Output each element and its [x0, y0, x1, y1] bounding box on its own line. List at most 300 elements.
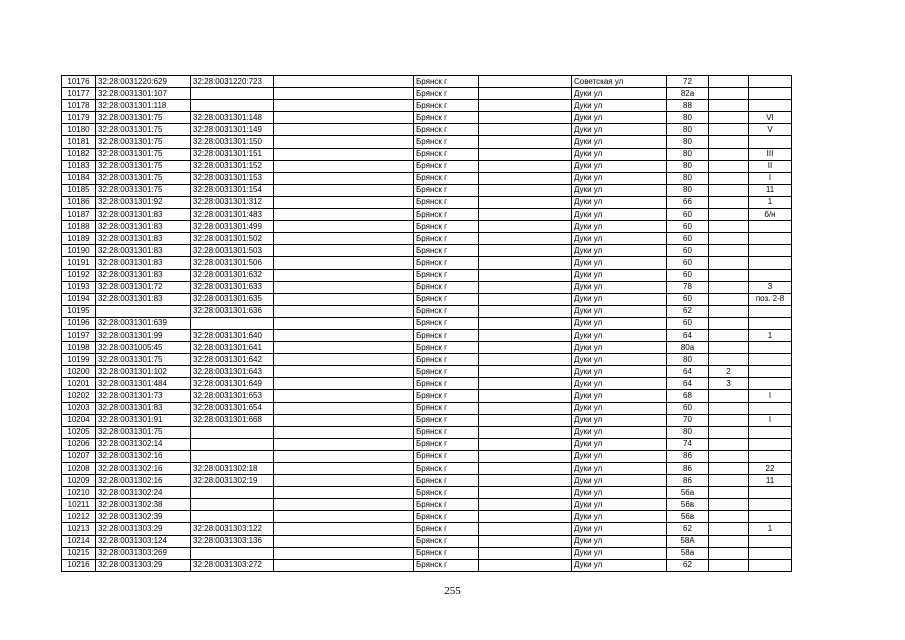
parcel-cadastral-cell: 32:28:0031301:639 — [96, 317, 191, 329]
city-cell: Брянск г — [414, 523, 479, 535]
house-number-cell: 80 — [667, 124, 709, 136]
city-cell: Брянск г — [414, 257, 479, 269]
table-row — [62, 184, 792, 196]
table-row — [62, 209, 792, 221]
object-cadastral-cell — [191, 317, 274, 329]
street-cell: Дуки ул — [572, 124, 667, 136]
blank-cell — [479, 136, 572, 148]
house-number-cell: 80 — [667, 136, 709, 148]
row-number-cell: 10198 — [62, 342, 96, 354]
object-cadastral-cell: 32:28:0031301:636 — [191, 305, 274, 317]
building-cell — [709, 547, 749, 559]
object-cadastral-cell: 32:28:0031301:152 — [191, 160, 274, 172]
row-number-cell: 10186 — [62, 196, 96, 208]
house-number-cell: 80 — [667, 184, 709, 196]
house-number-cell: 68 — [667, 390, 709, 402]
blank-cell — [479, 221, 572, 233]
object-cadastral-cell: 32:28:0031302:18 — [191, 463, 274, 475]
parcel-cadastral-cell: 32:28:0031301:118 — [96, 100, 191, 112]
blank-cell — [274, 317, 414, 329]
city-cell: Брянск г — [414, 475, 479, 487]
apartment-cell — [749, 378, 792, 390]
building-cell — [709, 209, 749, 221]
blank-cell — [274, 329, 414, 341]
building-cell — [709, 124, 749, 136]
blank-cell — [479, 547, 572, 559]
building-cell — [709, 414, 749, 426]
row-number-cell: 10202 — [62, 390, 96, 402]
table-row — [62, 463, 792, 475]
row-number-cell: 10188 — [62, 221, 96, 233]
object-cadastral-cell: 32:28:0031303:272 — [191, 559, 274, 571]
row-number-cell: 10178 — [62, 100, 96, 112]
blank-cell — [274, 499, 414, 511]
house-number-cell: 80 — [667, 426, 709, 438]
apartment-cell — [749, 535, 792, 547]
row-number-cell: 10177 — [62, 88, 96, 100]
blank-cell — [479, 160, 572, 172]
city-cell: Брянск г — [414, 559, 479, 571]
building-cell — [709, 523, 749, 535]
table-row — [62, 499, 792, 511]
city-cell: Брянск г — [414, 535, 479, 547]
object-cadastral-cell — [191, 88, 274, 100]
row-number-cell: 10209 — [62, 475, 96, 487]
table-row — [62, 523, 792, 535]
parcel-cadastral-cell: 32:28:0031301:75 — [96, 112, 191, 124]
apartment-cell — [749, 317, 792, 329]
row-number-cell: 10208 — [62, 463, 96, 475]
city-cell: Брянск г — [414, 184, 479, 196]
row-number-cell: 10211 — [62, 499, 96, 511]
table-row — [62, 245, 792, 257]
house-number-cell: 80 — [667, 160, 709, 172]
house-number-cell: 56а — [667, 487, 709, 499]
blank-cell — [274, 269, 414, 281]
street-cell: Дуки ул — [572, 100, 667, 112]
house-number-cell: 80 — [667, 148, 709, 160]
street-cell: Дуки ул — [572, 148, 667, 160]
city-cell: Брянск г — [414, 293, 479, 305]
row-number-cell: 10184 — [62, 172, 96, 184]
blank-cell — [479, 184, 572, 196]
building-cell: 2 — [709, 366, 749, 378]
table-row — [62, 281, 792, 293]
city-cell: Брянск г — [414, 414, 479, 426]
apartment-cell: I — [749, 390, 792, 402]
object-cadastral-cell: 32:28:0031303:122 — [191, 523, 274, 535]
house-number-cell: 80а — [667, 342, 709, 354]
apartment-cell — [749, 511, 792, 523]
blank-cell — [479, 281, 572, 293]
blank-cell — [274, 487, 414, 499]
blank-cell — [479, 511, 572, 523]
object-cadastral-cell: 32:28:0031301:153 — [191, 172, 274, 184]
apartment-cell: II — [749, 160, 792, 172]
row-number-cell: 10214 — [62, 535, 96, 547]
parcel-cadastral-cell: 32:28:0031301:75 — [96, 136, 191, 148]
blank-cell — [479, 88, 572, 100]
house-number-cell: 86 — [667, 450, 709, 462]
row-number-cell: 10215 — [62, 547, 96, 559]
city-cell: Брянск г — [414, 305, 479, 317]
row-number-cell: 10189 — [62, 233, 96, 245]
house-number-cell: 80 — [667, 172, 709, 184]
parcel-cadastral-cell — [96, 305, 191, 317]
apartment-cell — [749, 559, 792, 571]
blank-cell — [479, 196, 572, 208]
apartment-cell: III — [749, 148, 792, 160]
table-row — [62, 136, 792, 148]
house-number-cell: 86 — [667, 475, 709, 487]
apartment-cell — [749, 487, 792, 499]
parcel-cadastral-cell: 32:28:0031301:83 — [96, 293, 191, 305]
blank-cell — [479, 342, 572, 354]
street-cell: Дуки ул — [572, 354, 667, 366]
house-number-cell: 62 — [667, 305, 709, 317]
building-cell — [709, 499, 749, 511]
object-cadastral-cell: 32:28:0031301:503 — [191, 245, 274, 257]
building-cell — [709, 317, 749, 329]
table-row — [62, 354, 792, 366]
row-number-cell: 10207 — [62, 450, 96, 462]
apartment-cell: 22 — [749, 463, 792, 475]
city-cell: Брянск г — [414, 88, 479, 100]
row-number-cell: 10204 — [62, 414, 96, 426]
row-number-cell: 10200 — [62, 366, 96, 378]
blank-cell — [274, 112, 414, 124]
blank-cell — [479, 402, 572, 414]
blank-cell — [479, 475, 572, 487]
building-cell — [709, 426, 749, 438]
apartment-cell — [749, 88, 792, 100]
table-row — [62, 426, 792, 438]
row-number-cell: 10206 — [62, 438, 96, 450]
blank-cell — [274, 184, 414, 196]
building-cell — [709, 76, 749, 88]
city-cell: Брянск г — [414, 148, 479, 160]
house-number-cell: 60 — [667, 245, 709, 257]
house-number-cell: 66 — [667, 196, 709, 208]
apartment-cell: 1 — [749, 196, 792, 208]
blank-cell — [274, 559, 414, 571]
city-cell: Брянск г — [414, 172, 479, 184]
building-cell — [709, 281, 749, 293]
object-cadastral-cell: 32:28:0031301:635 — [191, 293, 274, 305]
parcel-cadastral-cell: 32:28:0031302:24 — [96, 487, 191, 499]
blank-cell — [274, 76, 414, 88]
object-cadastral-cell: 32:28:0031301:649 — [191, 378, 274, 390]
blank-cell — [479, 305, 572, 317]
building-cell — [709, 88, 749, 100]
apartment-cell — [749, 450, 792, 462]
object-cadastral-cell: 32:28:0031302:19 — [191, 475, 274, 487]
table-row — [62, 329, 792, 341]
building-cell — [709, 559, 749, 571]
street-cell: Дуки ул — [572, 305, 667, 317]
table-row — [62, 293, 792, 305]
object-cadastral-cell: 32:28:0031220:723 — [191, 76, 274, 88]
row-number-cell: 10196 — [62, 317, 96, 329]
building-cell — [709, 535, 749, 547]
building-cell — [709, 487, 749, 499]
blank-cell — [479, 450, 572, 462]
city-cell: Брянск г — [414, 402, 479, 414]
parcel-cadastral-cell: 32:28:0031303:269 — [96, 547, 191, 559]
blank-cell — [479, 148, 572, 160]
building-cell — [709, 354, 749, 366]
blank-cell — [274, 124, 414, 136]
house-number-cell: 74 — [667, 438, 709, 450]
row-number-cell: 10194 — [62, 293, 96, 305]
table-row — [62, 547, 792, 559]
apartment-cell — [749, 305, 792, 317]
street-cell: Дуки ул — [572, 402, 667, 414]
object-cadastral-cell: 32:28:0031301:640 — [191, 329, 274, 341]
city-cell: Брянск г — [414, 209, 479, 221]
row-number-cell: 10187 — [62, 209, 96, 221]
building-cell — [709, 390, 749, 402]
building-cell — [709, 463, 749, 475]
house-number-cell: 60 — [667, 402, 709, 414]
apartment-cell — [749, 136, 792, 148]
apartment-cell — [749, 547, 792, 559]
city-cell: Брянск г — [414, 354, 479, 366]
house-number-cell: 56в — [667, 511, 709, 523]
table-row — [62, 535, 792, 547]
city-cell: Брянск г — [414, 281, 479, 293]
object-cadastral-cell: 32:28:0031301:483 — [191, 209, 274, 221]
table-row — [62, 124, 792, 136]
street-cell: Дуки ул — [572, 184, 667, 196]
city-cell: Брянск г — [414, 160, 479, 172]
row-number-cell: 10199 — [62, 354, 96, 366]
table-row — [62, 196, 792, 208]
apartment-cell — [749, 354, 792, 366]
blank-cell — [479, 463, 572, 475]
blank-cell — [274, 293, 414, 305]
apartment-cell: V — [749, 124, 792, 136]
street-cell: Дуки ул — [572, 438, 667, 450]
blank-cell — [479, 317, 572, 329]
building-cell — [709, 450, 749, 462]
table-row — [62, 233, 792, 245]
parcel-cadastral-cell: 32:28:0031303:29 — [96, 559, 191, 571]
row-number-cell: 10205 — [62, 426, 96, 438]
house-number-cell: 78 — [667, 281, 709, 293]
object-cadastral-cell — [191, 100, 274, 112]
parcel-cadastral-cell: 32:28:0031220:629 — [96, 76, 191, 88]
blank-cell — [274, 196, 414, 208]
table-row — [62, 402, 792, 414]
building-cell — [709, 475, 749, 487]
city-cell: Брянск г — [414, 76, 479, 88]
parcel-cadastral-cell: 32:28:0031302:39 — [96, 511, 191, 523]
house-number-cell: 60 — [667, 317, 709, 329]
house-number-cell: 70 — [667, 414, 709, 426]
street-cell: Дуки ул — [572, 342, 667, 354]
blank-cell — [274, 172, 414, 184]
street-cell: Дуки ул — [572, 511, 667, 523]
table-row — [62, 88, 792, 100]
blank-cell — [479, 209, 572, 221]
blank-cell — [479, 172, 572, 184]
row-number-cell: 10182 — [62, 148, 96, 160]
apartment-cell — [749, 269, 792, 281]
parcel-cadastral-cell: 32:28:0031301:72 — [96, 281, 191, 293]
parcel-cadastral-cell: 32:28:0031303:29 — [96, 523, 191, 535]
house-number-cell: 64 — [667, 378, 709, 390]
parcel-cadastral-cell: 32:28:0031301:83 — [96, 245, 191, 257]
parcel-cadastral-cell: 32:28:0031005:45 — [96, 342, 191, 354]
table-row — [62, 559, 792, 571]
parcel-cadastral-cell: 32:28:0031301:73 — [96, 390, 191, 402]
apartment-cell — [749, 402, 792, 414]
blank-cell — [479, 293, 572, 305]
building-cell — [709, 184, 749, 196]
blank-cell — [274, 257, 414, 269]
blank-cell — [479, 76, 572, 88]
building-cell — [709, 269, 749, 281]
object-cadastral-cell: 32:28:0031301:151 — [191, 148, 274, 160]
street-cell: Дуки ул — [572, 112, 667, 124]
blank-cell — [274, 378, 414, 390]
house-number-cell: 62 — [667, 559, 709, 571]
table-row — [62, 511, 792, 523]
table-row — [62, 438, 792, 450]
building-cell — [709, 196, 749, 208]
street-cell: Дуки ул — [572, 426, 667, 438]
city-cell: Брянск г — [414, 196, 479, 208]
row-number-cell: 10176 — [62, 76, 96, 88]
blank-cell — [274, 148, 414, 160]
city-cell: Брянск г — [414, 112, 479, 124]
table-row — [62, 172, 792, 184]
building-cell — [709, 136, 749, 148]
blank-cell — [479, 233, 572, 245]
blank-cell — [274, 160, 414, 172]
street-cell: Советская ул — [572, 76, 667, 88]
blank-cell — [274, 511, 414, 523]
blank-cell — [274, 535, 414, 547]
street-cell: Дуки ул — [572, 196, 667, 208]
street-cell: Дуки ул — [572, 136, 667, 148]
row-number-cell: 10191 — [62, 257, 96, 269]
apartment-cell — [749, 438, 792, 450]
street-cell: Дуки ул — [572, 463, 667, 475]
city-cell: Брянск г — [414, 317, 479, 329]
parcel-cadastral-cell: 32:28:0031301:75 — [96, 124, 191, 136]
house-number-cell: 64 — [667, 329, 709, 341]
house-number-cell: 58А — [667, 535, 709, 547]
blank-cell — [479, 438, 572, 450]
city-cell: Брянск г — [414, 100, 479, 112]
object-cadastral-cell: 32:28:0031301:149 — [191, 124, 274, 136]
street-cell: Дуки ул — [572, 160, 667, 172]
object-cadastral-cell: 32:28:0031301:506 — [191, 257, 274, 269]
row-number-cell: 10213 — [62, 523, 96, 535]
blank-cell — [479, 535, 572, 547]
table-row — [62, 148, 792, 160]
city-cell: Брянск г — [414, 269, 479, 281]
object-cadastral-cell — [191, 450, 274, 462]
street-cell: Дуки ул — [572, 499, 667, 511]
apartment-cell: 11 — [749, 475, 792, 487]
city-cell: Брянск г — [414, 450, 479, 462]
row-number-cell: 10192 — [62, 269, 96, 281]
blank-cell — [479, 426, 572, 438]
building-cell — [709, 438, 749, 450]
parcel-cadastral-cell: 32:28:0031301:83 — [96, 257, 191, 269]
house-number-cell: 80 — [667, 112, 709, 124]
object-cadastral-cell — [191, 426, 274, 438]
table-row — [62, 305, 792, 317]
house-number-cell: 72 — [667, 76, 709, 88]
object-cadastral-cell: 32:28:0031301:499 — [191, 221, 274, 233]
table-row — [62, 487, 792, 499]
table-row — [62, 378, 792, 390]
blank-cell — [274, 100, 414, 112]
city-cell: Брянск г — [414, 329, 479, 341]
street-cell: Дуки ул — [572, 559, 667, 571]
apartment-cell — [749, 499, 792, 511]
building-cell — [709, 112, 749, 124]
parcel-cadastral-cell: 32:28:0031302:16 — [96, 450, 191, 462]
city-cell: Брянск г — [414, 511, 479, 523]
building-cell — [709, 100, 749, 112]
row-number-cell: 10183 — [62, 160, 96, 172]
parcel-cadastral-cell: 32:28:0031301:92 — [96, 196, 191, 208]
house-number-cell: 82а — [667, 88, 709, 100]
blank-cell — [274, 281, 414, 293]
city-cell: Брянск г — [414, 124, 479, 136]
row-number-cell: 10180 — [62, 124, 96, 136]
blank-cell — [479, 354, 572, 366]
parcel-cadastral-cell: 32:28:0031301:75 — [96, 148, 191, 160]
registry-table-body — [62, 76, 792, 572]
street-cell: Дуки ул — [572, 535, 667, 547]
building-cell — [709, 511, 749, 523]
house-number-cell: 58а — [667, 547, 709, 559]
apartment-cell — [749, 76, 792, 88]
row-number-cell: 10201 — [62, 378, 96, 390]
apartment-cell — [749, 100, 792, 112]
building-cell: 3 — [709, 378, 749, 390]
object-cadastral-cell: 32:28:0031301:653 — [191, 390, 274, 402]
house-number-cell: 60 — [667, 257, 709, 269]
object-cadastral-cell: 32:28:0031301:641 — [191, 342, 274, 354]
apartment-cell: поз. 2-8 — [749, 293, 792, 305]
table-row — [62, 76, 792, 88]
street-cell: Дуки ул — [572, 233, 667, 245]
blank-cell — [274, 88, 414, 100]
parcel-cadastral-cell: 32:28:0031301:484 — [96, 378, 191, 390]
street-cell: Дуки ул — [572, 523, 667, 535]
blank-cell — [274, 402, 414, 414]
apartment-cell: 3 — [749, 281, 792, 293]
house-number-cell: 60 — [667, 293, 709, 305]
parcel-cadastral-cell: 32:28:0031302:14 — [96, 438, 191, 450]
blank-cell — [479, 269, 572, 281]
house-number-cell: 64 — [667, 366, 709, 378]
city-cell: Брянск г — [414, 426, 479, 438]
table-row — [62, 342, 792, 354]
apartment-cell: VI — [749, 112, 792, 124]
street-cell: Дуки ул — [572, 88, 667, 100]
blank-cell — [479, 390, 572, 402]
object-cadastral-cell — [191, 499, 274, 511]
street-cell: Дуки ул — [572, 269, 667, 281]
